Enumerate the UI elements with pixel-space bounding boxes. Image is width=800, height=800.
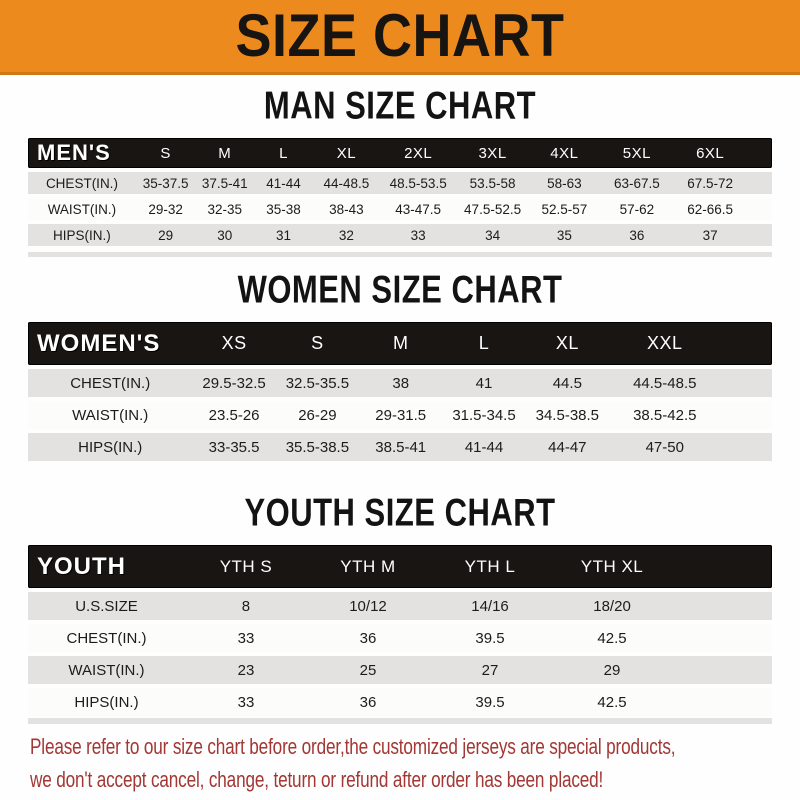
measurement-value: 53.5-58 (469, 175, 516, 191)
size-column-header: 2XL (404, 144, 433, 162)
footer-disclaimer (30, 730, 796, 796)
table-header-label: YOUTH (37, 552, 126, 580)
measurement-label: HIPS(IN.) (78, 438, 143, 456)
measurement-value: 29 (158, 227, 174, 243)
section-women (28, 268, 772, 461)
disclaimer-line-2: we don't accept cancel, change, teturn or refund after order has been placed! (30, 767, 604, 792)
measurement-value: 31.5-34.5 (452, 406, 516, 424)
size-column-header: YTH M (340, 556, 396, 576)
table-row (28, 688, 772, 716)
measurement-value: 43-47.5 (395, 201, 442, 217)
measurement-value: 29 (603, 661, 621, 679)
table-header-row (28, 322, 772, 365)
youth-section-title (28, 491, 772, 535)
size-column-header: YTH S (219, 556, 273, 576)
measurement-value: 44.5 (552, 374, 582, 392)
measurement-value: 18/20 (593, 597, 631, 615)
measurement-value: 33 (237, 629, 255, 647)
measurement-value: 41-44 (464, 438, 504, 456)
measurement-value: 25 (359, 661, 377, 679)
measurement-value: 29.5-32.5 (202, 374, 266, 392)
disclaimer-line-1: Please refer to our size chart before order,the customized jerseys are special products, (30, 734, 676, 759)
table-row (28, 433, 772, 461)
measurement-value: 36 (359, 629, 377, 647)
size-column-header: L (478, 333, 490, 353)
measurement-label: U.S.SIZE (75, 597, 138, 615)
size-column-header: M (218, 144, 232, 162)
measurement-value: 10/12 (349, 597, 387, 615)
measurement-value: 42.5 (597, 693, 627, 711)
measurement-value: 35 (556, 227, 572, 243)
size-column-header: 6XL (696, 144, 725, 162)
measurement-value: 37.5-41 (201, 175, 248, 191)
page-title: SIZE CHART (235, 2, 565, 70)
size-column-header: S (311, 333, 324, 353)
measurement-value: 52.5-57 (541, 201, 588, 217)
table-row (28, 592, 772, 620)
measurement-value: 44.5-48.5 (633, 374, 697, 392)
measurement-value: 34.5-38.5 (535, 406, 600, 424)
measurement-value: 38.5-42.5 (633, 406, 697, 424)
measurement-value: 30 (217, 227, 233, 243)
measurement-value: 33 (237, 693, 255, 711)
measurement-value: 32.5-35.5 (285, 374, 350, 392)
men-table-bottom-strip (28, 252, 772, 257)
size-column-header: L (279, 144, 288, 162)
size-column-header: 3XL (478, 144, 507, 162)
measurement-value: 48.5-53.5 (389, 175, 447, 191)
youth-size-table (28, 545, 772, 716)
measurement-value: 35.5-38.5 (285, 438, 350, 456)
men-section-title-text: MAN SIZE CHART (263, 83, 537, 128)
measurement-value: 63-67.5 (614, 175, 660, 191)
measurement-value: 32-35 (207, 201, 243, 217)
measurement-value: 38-43 (329, 201, 364, 217)
measurement-value: 31 (276, 227, 292, 243)
measurement-label: CHEST(IN.) (70, 374, 151, 392)
measurement-value: 36 (629, 227, 645, 243)
table-header-row (28, 545, 772, 588)
measurement-value: 37 (702, 227, 718, 243)
measurement-value: 47-50 (645, 438, 684, 456)
measurement-value: 42.5 (597, 629, 627, 647)
measurement-value: 57-62 (619, 201, 655, 217)
measurement-value: 39.5 (475, 629, 505, 647)
size-column-header: XL (336, 144, 357, 162)
measurement-label: HIPS(IN.) (53, 227, 111, 243)
size-column-header: XL (555, 333, 579, 353)
measurement-value: 36 (359, 693, 377, 711)
measurement-value: 39.5 (475, 693, 505, 711)
measurement-value: 58-63 (547, 175, 582, 191)
measurement-value: 27 (481, 661, 499, 679)
measurement-value: 38 (392, 374, 410, 392)
measurement-value: 33-35.5 (208, 438, 260, 456)
size-column-header: M (392, 333, 409, 353)
measurement-value: 33 (410, 227, 426, 243)
size-column-header: 4XL (550, 144, 579, 162)
size-column-header: XXL (647, 333, 683, 353)
size-column-header: XS (221, 333, 247, 353)
measurement-value: 29-31.5 (375, 406, 427, 424)
measurement-value: 23 (237, 661, 255, 679)
measurement-value: 67.5-72 (687, 175, 734, 191)
table-header-label: WOMEN'S (37, 329, 161, 357)
measurement-value: 35-37.5 (142, 175, 189, 191)
youth-section-title-text: YOUTH SIZE CHART (244, 490, 556, 535)
measurement-value: 29-32 (148, 201, 183, 217)
measurement-value: 41 (475, 374, 493, 392)
measurement-value: 23.5-26 (208, 406, 260, 424)
banner (0, 0, 800, 75)
measurement-value: 38.5-41 (375, 438, 427, 456)
youth-table-bottom-strip (28, 718, 772, 724)
measurement-label: CHEST(IN.) (45, 175, 118, 191)
table-row (28, 198, 772, 220)
measurement-label: WAIST(IN.) (68, 661, 145, 679)
measurement-label: WAIST(IN.) (72, 406, 149, 424)
measurement-label: CHEST(IN.) (66, 629, 147, 647)
measurement-value: 47.5-52.5 (464, 201, 522, 217)
measurement-label: WAIST(IN.) (47, 201, 117, 217)
men-section-title (28, 84, 772, 128)
women-size-table (28, 322, 772, 461)
section-men (28, 84, 772, 257)
men-size-table (28, 138, 772, 246)
measurement-value: 32 (338, 227, 354, 243)
measurement-value: 26-29 (298, 406, 337, 424)
size-column-header: 5XL (622, 144, 651, 162)
measurement-value: 14/16 (471, 597, 509, 615)
table-row (28, 224, 772, 246)
measurement-label: HIPS(IN.) (74, 693, 139, 711)
women-section-title-text: WOMEN SIZE CHART (237, 267, 563, 312)
women-section-title (28, 268, 772, 312)
size-column-header: S (160, 144, 171, 162)
measurement-value: 8 (241, 597, 251, 615)
size-column-header: YTH L (464, 556, 516, 576)
measurement-value: 62-66.5 (687, 201, 734, 217)
size-column-header: YTH XL (580, 556, 644, 576)
table-row (28, 624, 772, 652)
measurement-value: 34 (485, 227, 501, 243)
table-row (28, 172, 772, 194)
section-youth (28, 491, 772, 724)
table-row (28, 369, 772, 397)
measurement-value: 44-47 (548, 438, 587, 456)
table-header-row (28, 138, 772, 168)
table-row (28, 656, 772, 684)
measurement-value: 35-38 (266, 201, 301, 217)
table-row (28, 401, 772, 429)
table-header-label: MEN'S (37, 140, 111, 165)
measurement-value: 41-44 (266, 175, 301, 191)
measurement-value: 44-48.5 (323, 175, 370, 191)
